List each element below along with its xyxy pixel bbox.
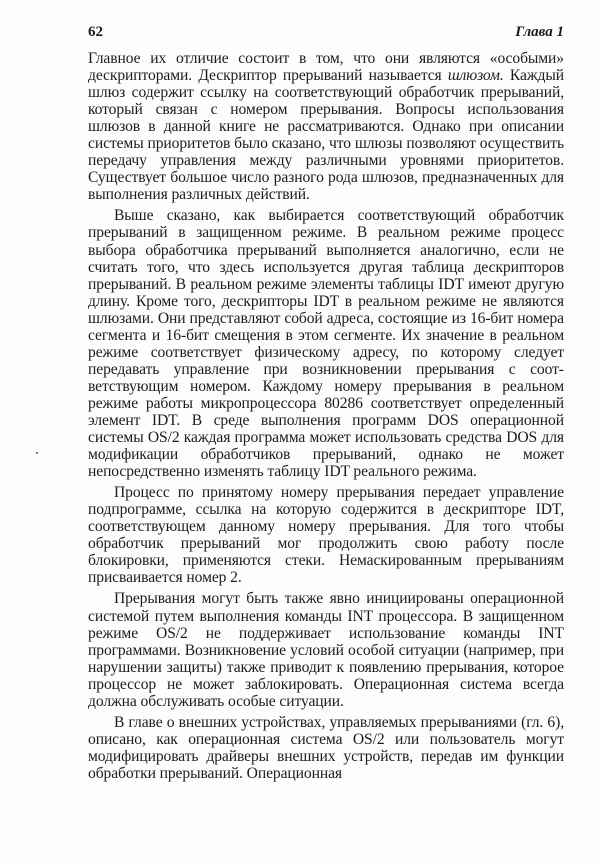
margin-mark — [36, 452, 38, 454]
paragraph-5: В главе о внешних устройствах, управляемых прерываниями (гл. 6), описано, как операционная система OS/2 или пользователь могут модифицировать драйверы внешних устройств, передав им функции обработки прерываний. Операционная — [88, 713, 564, 782]
paragraph-3: Процесс по принятому номеру прерывания передает управление подпрограмме, ссылка на которую содержится в дескрипторе IDT, соответствующем данному номеру прерывания. Для того чтобы обработчик прерываний мог продолжить свою работу после блокировки, применяются стеки. Немаскированным прерываниям присваивается номер 2. — [88, 484, 564, 587]
paragraph-2: Выше сказано, как выбирается соответствующий обработчик прерываний в защищенном режиме. В реальном режиме процесс выбора обработчика прерываний выполняется аналогично, если не считать того, что здесь используется другая таблица дескрипторов прерываний. В реальном режиме элементы таблицы IDT имеют другую длину. Кроме того, дескрипторы IDT в реальном режиме не являются шлюзами. Они представляют собой адреса, состоящие из 16-бит номера сегмента и 16-бит смещения в этом сегменте. Их значение в реальном режиме соответствует физическому адресу, по которому следует передавать управление при возникновении прерывания с соответствующим номером. Каждому номеру прерывания в реальном режиме работы микропроцессора 80286 соответствует определенный элемент IDT. В среде выполнения программ DOS операционной системы OS/2 каждая программа может использовать средства DOS для модификации обработчиков прерываний, однако не может непосредственно изменять таблицу IDT реального режима. — [88, 207, 564, 481]
paragraph-1-emphasis: шлюзом. — [447, 67, 504, 85]
body-text — [88, 50, 564, 786]
paragraph-4: Прерывания могут быть также явно инициированы операционной системой путем выполнения команды INT процессора. В защищенном режиме OS/2 не поддерживает использование команды INT программами. Возникновение условий особой ситуации (например, при нарушении защиты) также приводит к появлению прерывания, которое процессор не может заблокировать. Операционная система всегда должна обслуживать особые ситуации. — [88, 590, 564, 710]
paragraph-1 — [88, 50, 564, 203]
page-number: 62 — [88, 24, 103, 40]
paragraph-1-start: Главное их отличие состоит в том, что они являются «особыми» дескрипторами. Дескриптор прерываний называется — [88, 50, 564, 85]
paragraph-1-end: Каждый шлюз содержит ссылку на соответствующий обработчик прерываний, который связан с номером прерывания. Вопросы использования шлюзов в данной книге не рассматриваются. Однако при описании системы приоритетов было сказано, что шлюзы позволяют осуществить передачу управления между различными уровнями приоритетов. Существует большое число разного рода шлюзов, предназначенных для выполнения различных действий. — [88, 67, 564, 204]
running-head — [88, 24, 564, 44]
chapter-title: Глава 1 — [515, 24, 564, 40]
